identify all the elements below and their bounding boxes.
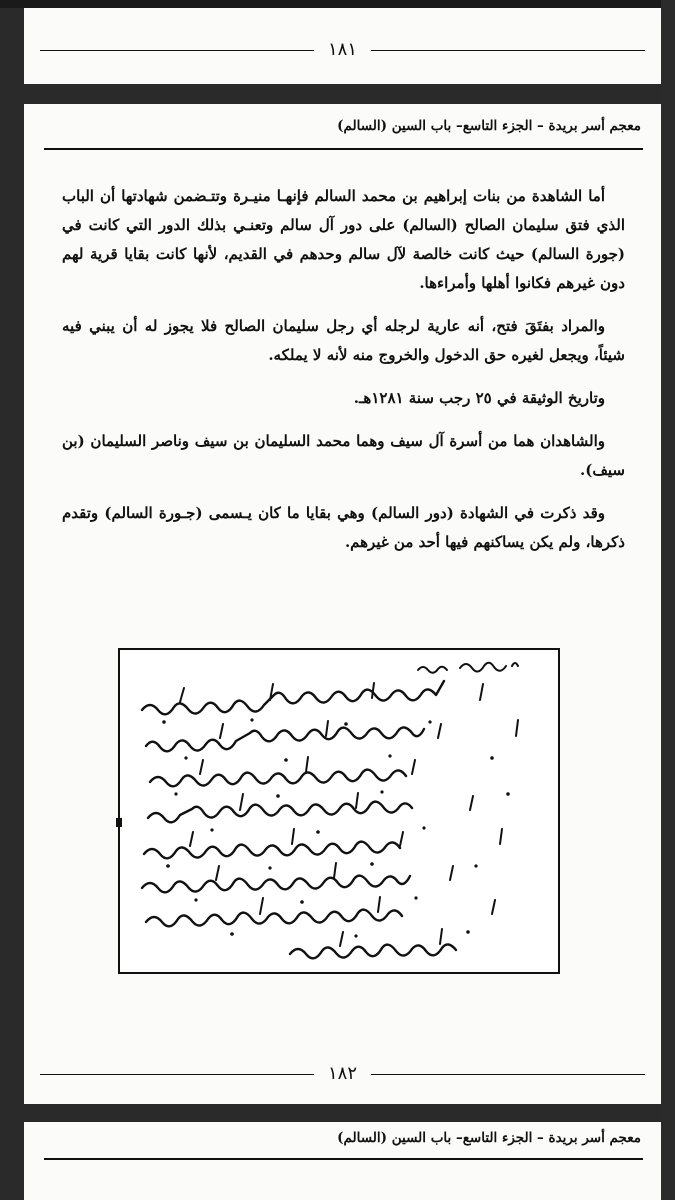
paragraph-date: وتاريخ الوثيقة في ٢٥ رجب سنة ١٢٨١هـ.: [353, 389, 605, 407]
footer-running-head-family: (السالم): [337, 1130, 388, 1146]
paragraph-testimony: أما الشاهدة من بنات إبراهيم بن محمد السالم فإنهـا منيـرة وتتـضمن شهادتها أن الباب الذي فتق سليمان الصالح (السالم) على دور آل سالم وتعنـي بذلك الدور التي كانت في (جورة السالم) حيث كانت خالصة لآل سالم وحدهم في القديم، لأنها كانت بقايا قرية لهم دون غيرهم فكانوا أهلها وأمراءها.: [62, 187, 625, 292]
header-rule: [44, 148, 643, 150]
manuscript-handwriting: [120, 650, 558, 972]
page-number-rule-left: [40, 50, 314, 51]
scan-mark: [116, 818, 122, 827]
page-number-rule-right: [371, 50, 645, 51]
page-number-rule-right: [371, 1074, 645, 1075]
previous-page-fragment: [24, 8, 661, 84]
footer-running-head-text: معجم أسر بريدة – الجزء التاسع– باب السين: [391, 1130, 641, 1146]
paragraph-houses: وقد ذكرت في الشهادة (دور السالم) وهي بقايا ما كان يـسمى (جـورة السالم) وتقدم ذكرها، ولم يكن يساكنهم فيها أحد من غيرهم.: [62, 504, 625, 551]
running-head: [44, 118, 641, 134]
footer-running-head: [44, 1130, 641, 1146]
page-number-rule-left: [40, 1074, 314, 1075]
paragraph-witnesses: والشاهدان هما من أسرة آل سيف وهما محمد السليمان بن سيف وناصر السليمان (بن سيف).: [62, 432, 625, 479]
running-head-family: (السالم): [337, 118, 388, 134]
paragraph-meaning: والمراد بفتَقَ فتح، أنه عارية لرجله أي رجل سليمان الصالح فلا يجوز له أن يبني فيه شيئاً، ويجعل لغيره حق الدخول والخروج منه لأنه لا يملكه.: [62, 317, 625, 364]
page-number-row: [24, 1064, 661, 1084]
body-text: [62, 182, 625, 571]
previous-page-number-row: [24, 40, 661, 60]
right-edge-strip: [661, 0, 675, 1200]
document-page: [24, 104, 661, 1104]
running-head-text: معجم أسر بريدة – الجزء التاسع– باب السين: [391, 118, 641, 134]
page-number: ١٨٢: [328, 1063, 358, 1084]
footer-header-rule: [44, 1158, 643, 1160]
handwritten-document-image: [118, 648, 560, 974]
previous-page-number: ١٨١: [328, 39, 358, 60]
next-page-fragment: [24, 1122, 661, 1200]
top-bar: [0, 0, 675, 8]
